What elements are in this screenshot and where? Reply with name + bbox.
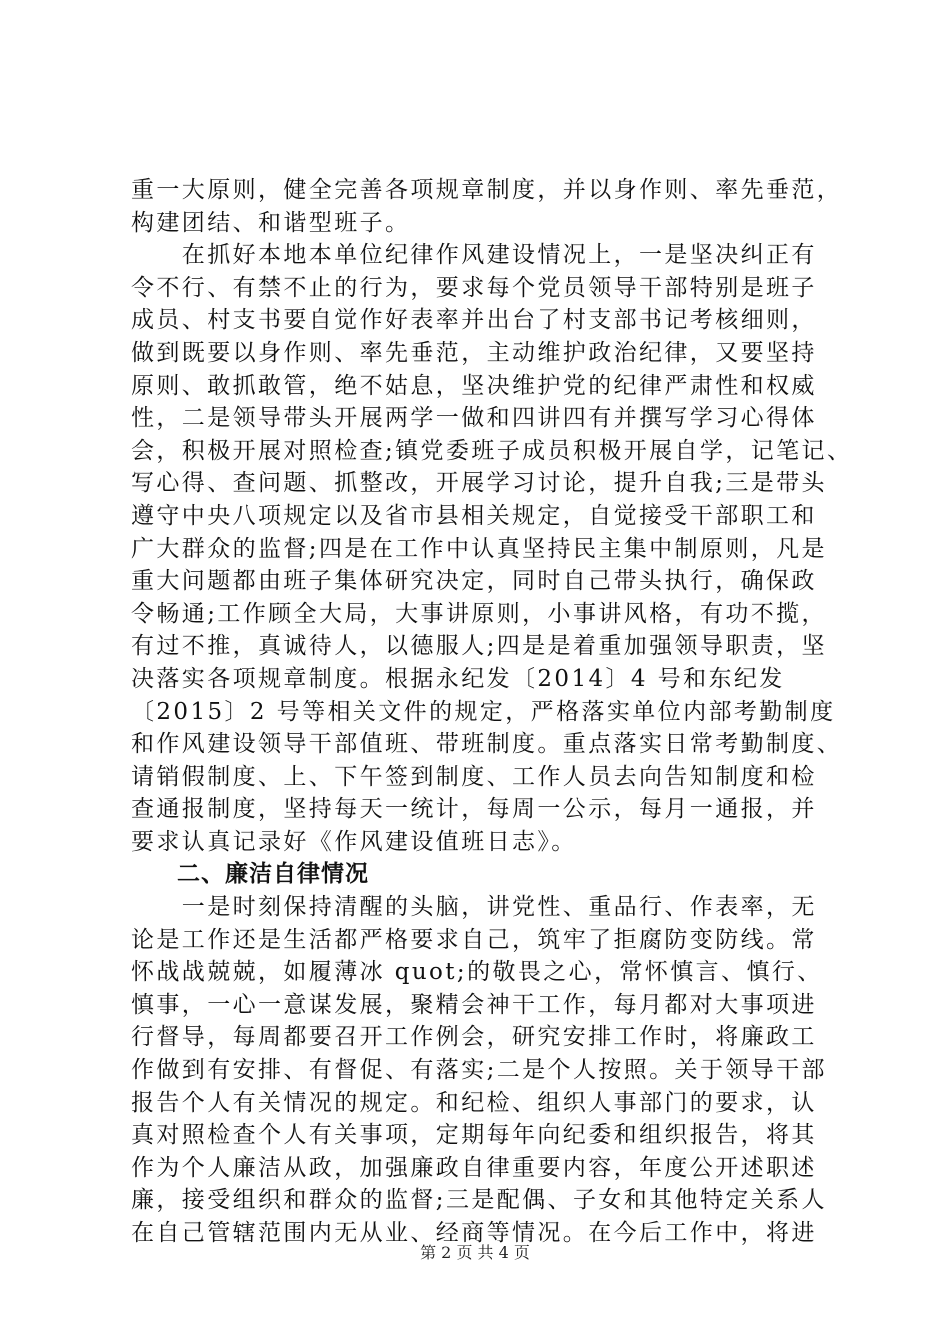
text-line: 原则、敢抓敢管，绝不姑息，坚决维护党的纪律严肃性和权威 xyxy=(131,372,817,399)
text-line: 一是时刻保持清醒的头脑，讲党性、重品行、作表率，无 xyxy=(131,894,817,921)
text-line: 和作风建设领导干部值班、带班制度。重点落实日常考勤制度、 xyxy=(131,731,843,758)
text-line: 重大问题都由班子集体研究决定，同时自己带头执行，确保政 xyxy=(131,568,817,595)
text-line: 作为个人廉洁从政，加强廉政自律重要内容，年度公开述职述 xyxy=(131,1154,817,1181)
text-line: 成员、村支书要自觉作好表率并出台了村支部书记考核细则， xyxy=(131,307,817,334)
text-line: 有过不推，真诚待人，以德服人;四是是着重加强领导职责，坚 xyxy=(131,633,827,660)
text-line: 行督导，每周都要召开工作例会，研究安排工作时，将廉政工 xyxy=(131,1024,817,1051)
section-heading: 二、廉洁自律情况 xyxy=(177,861,369,888)
text-line: 查通报制度，坚持每天一统计，每周一公示，每月一通报，并 xyxy=(131,796,817,823)
document-body xyxy=(131,174,853,1250)
text-line: 做到既要以身作则、率先垂范，主动维护政治纪律，又要坚持 xyxy=(131,339,817,366)
text-line: 重一大原则，健全完善各项规章制度，并以身作则、率先垂范， xyxy=(131,177,843,203)
text-line: 广大群众的监督;四是在工作中认真坚持民主集中制原则，凡是 xyxy=(131,535,827,562)
text-line: 在自己管辖范围内无从业、经商等情况。在今后工作中，将进 xyxy=(131,1220,817,1246)
text-line: 在抓好本地本单位纪律作风建设情况上，一是坚决纠正有 xyxy=(131,242,817,269)
text-line: 遵守中央八项规定以及省市县相关规定，自觉接受干部职工和 xyxy=(131,502,817,529)
page-footer: 第 2 页 共 4 页 xyxy=(420,1243,530,1262)
text-line: 慎事，一心一意谋发展，聚精会神干工作，每月都对大事项进 xyxy=(131,991,817,1018)
text-line: 构建团结、和谐型班子。 xyxy=(131,209,411,236)
text-line: 令畅通;工作顾全大局，大事讲原则，小事讲风格，有功不揽， xyxy=(131,600,827,627)
text-line: 要求认真记录好《作风建设值班日志》。 xyxy=(131,828,577,855)
text-line: 〔2015〕2 号等相关文件的规定，严格落实单位内部考勤制度 xyxy=(131,698,836,725)
text-line: 决落实各项规章制度。根据永纪发〔2014〕4 号和东纪发 xyxy=(131,665,785,692)
text-line: 真对照检查个人有关事项，定期每年向纪委和组织报告，将其 xyxy=(131,1122,817,1149)
text-line: 廉，接受组织和群众的监督;三是配偶、子女和其他特定关系人 xyxy=(131,1187,827,1214)
text-line: 令不行、有禁不止的行为，要求每个党员领导干部特别是班子 xyxy=(131,274,817,301)
text-line: 论是工作还是生活都严格要求自己，筑牢了拒腐防变防线。常 xyxy=(131,926,817,953)
text-line: 作做到有安排、有督促、有落实;二是个人按照。关于领导干部 xyxy=(131,1057,827,1084)
text-line: 性，二是领导带头开展两学一做和四讲四有并撰写学习心得体 xyxy=(131,405,817,432)
text-line: 写心得、查问题、抓整改，开展学习讨论，提升自我;三是带头 xyxy=(131,470,827,497)
text-line: 请销假制度、上、下午签到制度、工作人员去向告知制度和检 xyxy=(131,763,817,790)
text-line: 怀战战兢兢，如履薄冰 quot;的敬畏之心，常怀慎言、慎行、 xyxy=(131,959,823,986)
text-line: 报告个人有关情况的规定。和纪检、组织人事部门的要求，认 xyxy=(131,1089,817,1116)
text-line: 会，积极开展对照检查;镇党委班子成员积极开展自学，记笔记、 xyxy=(131,437,853,464)
